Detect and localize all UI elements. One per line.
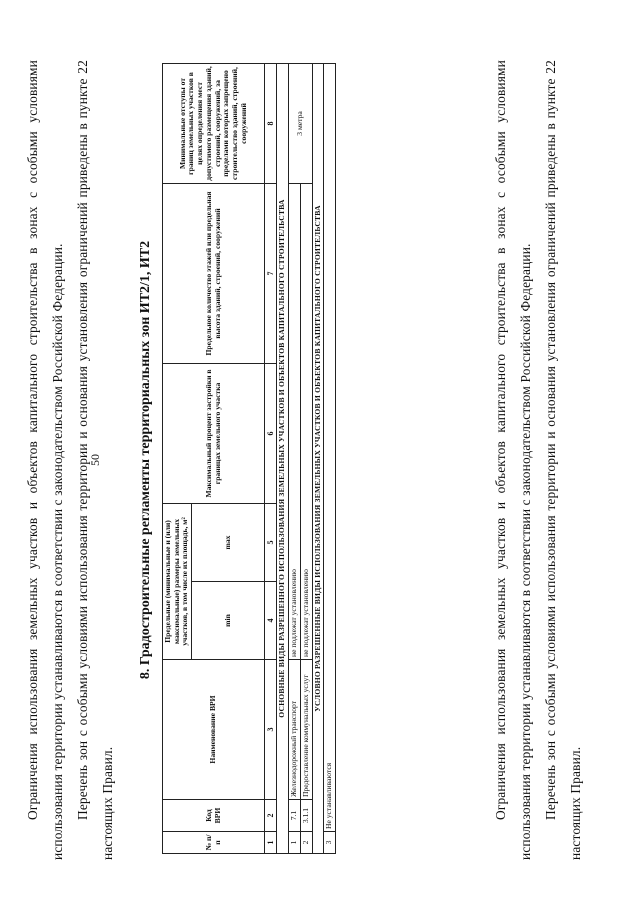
- row-num: 2: [300, 832, 312, 854]
- column-number: 8: [265, 63, 277, 183]
- header-floors: Предельное количество этажей или предельная высота зданий, строений, сооружений: [163, 183, 265, 363]
- column-number: 2: [265, 800, 277, 832]
- header-size-max: max: [192, 503, 265, 581]
- row-code: 3.1.1: [300, 800, 312, 832]
- column-number-row: [265, 63, 277, 853]
- row-name: Железнодорожный транспорт: [289, 660, 301, 800]
- restrictions-paragraph-top: [20, 60, 120, 860]
- header-percent: Максимальный процент застройки в границах земельного участка: [163, 363, 265, 503]
- row-code: 7.1: [289, 800, 301, 832]
- section-title-conditional: УСЛОВНО РАЗРЕШЕННЫЕ ВИДЫ ИСПОЛЬЗОВАНИЯ ЗЕМЕЛЬНЫХ УЧАСТКОВ И ОБЪЕКТОВ КАПИТАЛЬНОГО СТРОИТЕЛЬСТВА: [312, 63, 324, 853]
- restrictions-text-bottom: Ограничения использования земельных участков и объектов капитального строительства в зонах с особыми условиями использования территории устанавливаются в соответствии с законодательством Российской Федерации.: [493, 60, 533, 860]
- zones-list-text-top: Перечень зон с особыми условиями использования территории и основания установления ограничений приведены в пункте 22 настоящих Правил.: [75, 60, 115, 860]
- table-header-row: [163, 63, 192, 853]
- table-row: [289, 63, 301, 853]
- header-name: Наименование ВРИ: [163, 660, 265, 800]
- row-name: Предоставление коммунальных услуг: [300, 660, 312, 800]
- header-size: Предельные (минимальные и (или) максимальные) размеры земельных участков, в том числе их площадь, м²: [163, 503, 192, 659]
- header-setback: Минимальные отступы от границ земельных участков в целях определения мест допустимого размещения зданий, строений, сооружений, за пределами которых запрещено строительство зданий, строений, сооружений: [163, 63, 265, 183]
- zones-list-text-bottom: Перечень зон с особыми условиями использования территории и основания установления ограничений приведены в пункте 22 настоящих Правил.: [543, 60, 583, 860]
- row-num: 3: [324, 832, 336, 854]
- page-number: 50: [88, 454, 102, 466]
- row-value: Не устанавливаются: [324, 63, 336, 831]
- column-number: 7: [265, 183, 277, 363]
- rotated-content: [20, 40, 620, 880]
- column-number: 1: [265, 832, 277, 854]
- header-num: № п/п: [163, 832, 265, 854]
- section-title-main: ОСНОВНЫЕ ВИДЫ РАЗРЕШЕННОГО ИСПОЛЬЗОВАНИЯ ЗЕМЕЛЬНЫХ УЧАСТКОВ И ОБЪЕКТОВ КАПИТАЛЬНОГО СТРОИТЕЛЬСТВА: [277, 63, 289, 853]
- table-row: [324, 63, 336, 853]
- restrictions-paragraph-bottom: [488, 60, 588, 860]
- header-size-min: min: [192, 582, 265, 660]
- restrictions-text-top: Ограничения использования земельных участков и объектов капитального строительства в зонах с особыми условиями использования территории устанавливаются в соответствии с законодательством Российской Федерации.: [25, 60, 65, 860]
- setback-value: 3 метра: [289, 63, 312, 183]
- column-number: 6: [265, 363, 277, 503]
- column-number: 4: [265, 582, 277, 660]
- row-value: не подлежат установлению: [300, 183, 312, 659]
- row-num: 1: [289, 832, 301, 854]
- section-row-main: [277, 63, 289, 853]
- section-row-conditional: [312, 63, 324, 853]
- row-value: не подлежат установлению: [289, 183, 301, 659]
- column-number: 3: [265, 660, 277, 800]
- regulations-table: [162, 63, 336, 854]
- section-heading: 8. Градостроительные регламенты территориальных зон ИТ2/1, ИТ2: [138, 240, 153, 680]
- column-number: 5: [265, 503, 277, 581]
- header-code: Код ВРИ: [163, 800, 265, 832]
